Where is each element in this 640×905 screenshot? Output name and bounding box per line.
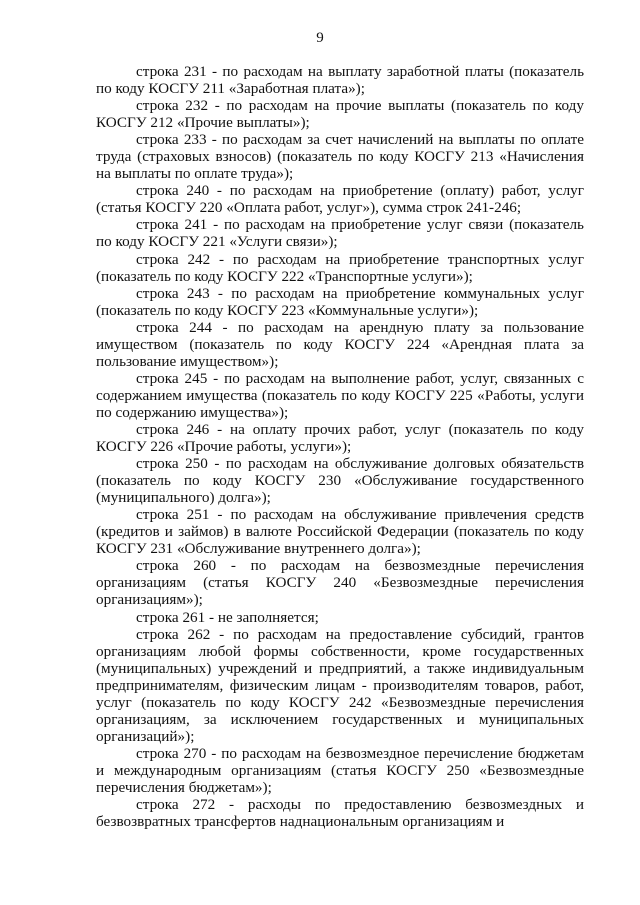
paragraph-line-242: строка 242 - по расходам на приобретение транспортных услуг (показатель по коду КОСГУ 222 «Транспортные услуги»); <box>96 250 584 285</box>
paragraph-line-260: строка 260 - по расходам на безвозмездные перечисления организациям (статья КОСГУ 240 «Безвозмездные перечисления организациям»); <box>96 557 584 609</box>
paragraph-line-250: строка 250 - по расходам на обслуживание долговых обязательств (показатель по коду КОСГУ 230 «Обслуживание государственного (муниципального) долга»); <box>96 455 584 507</box>
paragraph-line-272: строка 272 - расходы по предоставлению безвозмездных и безвозвратных трансфертов наднациональным организациям и <box>96 796 584 831</box>
paragraph-line-243: строка 243 - по расходам на приобретение коммунальных услуг (показатель по коду КОСГУ 223 «Коммунальные услуги»); <box>96 284 584 319</box>
paragraph-line-270: строка 270 - по расходам на безвозмездное перечисление бюджетам и международным организациям (статья КОСГУ 250 «Безвозмездные перечисления бюджетам»); <box>96 744 584 796</box>
paragraph-line-231: строка 231 - по расходам на выплату заработной платы (показатель по коду КОСГУ 211 «Заработная плата»); <box>96 63 584 98</box>
paragraph-line-241: строка 241 - по расходам на приобретение услуг связи (показатель по коду КОСГУ 221 «Услуги связи»); <box>96 216 584 251</box>
paragraph-line-232: строка 232 - по расходам на прочие выплаты (показатель по коду КОСГУ 212 «Прочие выплаты»); <box>96 97 584 132</box>
paragraph-line-262: строка 262 - по расходам на предоставление субсидий, грантов организациям любой формы собственности, кроме государственных (муниципальных) учреждений и предприятий, а также индивидуальным предпринимателям, физическим лицам - производителям товаров, работ, услуг (показатель по коду КОСГУ 242 «Безвозмездные перечисления организациям, за исключением государственных и муниципальных организаций»); <box>96 625 584 745</box>
paragraph-line-246: строка 246 - на оплату прочих работ, услуг (показатель по коду КОСГУ 226 «Прочие работы, услуги»); <box>96 420 584 456</box>
paragraph-line-244: строка 244 - по расходам на арендную плату за пользование имуществом (показатель по коду КОСГУ 224 «Арендная плата за пользование имуществом»); <box>96 318 584 370</box>
paragraph-line-240: строка 240 - по расходам на приобретение (оплату) работ, услуг (статья КОСГУ 220 «Оплата работ, услуг»), сумма строк 241-246; <box>96 182 584 217</box>
paragraph-line-245: строка 245 - по расходам на выполнение работ, услуг, связанных с содержанием имущества (показатель по коду КОСГУ 225 «Работы, услуги по содержанию имущества»); <box>96 369 584 421</box>
paragraph-line-233: строка 233 - по расходам за счет начислений на выплаты по оплате труда (страховых взносов) (показатель по коду КОСГУ 213 «Начисления на выплаты по оплате труда»); <box>96 131 584 183</box>
paragraph-line-261: строка 261 - не заполняется; <box>136 608 319 626</box>
document-body <box>96 63 584 830</box>
paragraph-line-251: строка 251 - по расходам на обслуживание привлечения средств (кредитов и займов) в валюте Российской Федерации (показатель по коду КОСГУ 231 «Обслуживание внутреннего долга»); <box>96 506 584 558</box>
page-number: 9 <box>316 30 324 46</box>
